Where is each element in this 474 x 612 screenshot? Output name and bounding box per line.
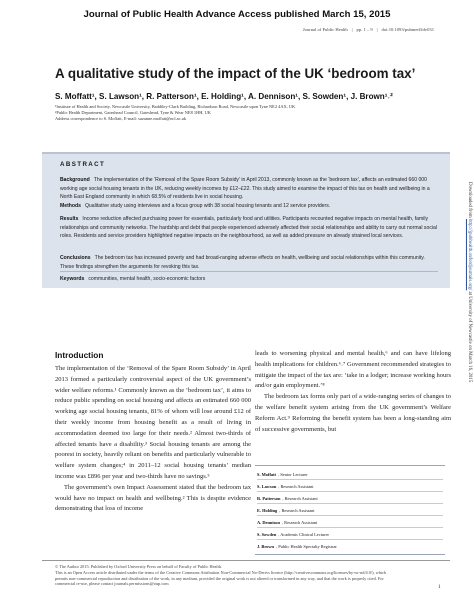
keywords-label: Keywords	[60, 276, 85, 282]
page-number: 1	[438, 584, 441, 590]
conclusions-label: Conclusions	[60, 255, 91, 261]
abstract-results	[60, 215, 438, 241]
doi[interactable]: doi:10.1093/pubmed/fdv031	[381, 27, 434, 32]
abstract-keywords	[60, 275, 438, 284]
contributor-roles-box	[255, 465, 445, 555]
affiliation-1: ¹Institute of Health and Society, Newcastle University, Baddiley-Clark Building, Richardson Road, Newcastle upon Tyne NE2 4AX, UK	[55, 104, 296, 109]
separator: |	[376, 27, 378, 32]
intro-paragraph-1: The implementation of the ‘Removal of the Spare Room Subsidy’ in April 2013 formed a particularly controversial aspect of the UK government’s wider welfare reforms.¹ Commonly known as the ‘bedroom tax’, it aims to reduce public spending on social housing and affects an estimated 660 000 working age social housing tenants, 81% of whom will lose around £12 of their weekly income from housing benefit as a result of living in accommodation deemed too large for their needs.² Almost two-thirds of affected tenants have a disability.³ Social housing tenants are among the poorest in society, heavily reliant on benefits and particularly vulnerable to welfare system changes;⁴ in 2011–12 social housing tenants’ median income was £896 per year and two-thirds have no savings.⁵	[55, 365, 251, 480]
affiliation-2: ²Public Health Department, Gateshead Council, Gateshead, Tyne & Wear NE8 1HH, UK	[55, 110, 211, 116]
page-range: pp. 1 – 9	[356, 27, 373, 32]
article-title: A qualitative study of the impact of the UK ‘bedroom tax’	[55, 66, 416, 81]
journal-name: Journal of Public Health	[302, 27, 348, 32]
footer-line: permits non-commercial reproduction and distribution of the work, in any medium, provided the original work is not altered or transformed in any way, and that the work is properly cited. For	[55, 575, 384, 581]
results-label: Results	[60, 216, 79, 222]
results-text: Income reduction affected purchasing power for essentials, particularly food and utilities. Participants recounted negative impacts on mental health, family relationships and community networks. The hardship and debt that people experienced adversely affected their social relationships and ability to carry out normal social roles. Residents and service providers highlighted negative impacts on the neighbourhood, as well as added pressure on already strained local services.	[60, 216, 437, 240]
intro-paragraph-3: The bedroom tax forms only part of a wide-ranging series of changes to the welfare benefit system arising from the UK government’s Welfare Reform Act.⁹ Reforming the benefit system has been a long-standing aim of successive governments, but	[255, 393, 451, 433]
author-list: S. Moffatt¹, S. Lawson¹, R. Patterson¹, E. Holding¹, A. Dennison¹, S. Sowden¹, J. Brown¹˒²	[55, 92, 393, 101]
body-column-right	[255, 349, 451, 435]
contributor-row: R. Patterson , Research Assistant	[257, 493, 443, 504]
contributor-row: S. Lawson , Research Assistant	[257, 481, 443, 492]
intro-paragraph-continued: leads to worsening physical and mental health,⁶ and can have lifelong health implications for children.⁶˒⁷ Government recommended strategies to mitigate the impact of the tax are: ‘take in a lodger; increase working hours and/or gain employment.’⁸	[255, 350, 451, 390]
affiliations	[55, 104, 445, 122]
publication-banner: Journal of Public Health Advance Access published March 15, 2015	[83, 9, 391, 20]
abstract-conclusions	[60, 254, 438, 271]
background-label: Background	[60, 177, 90, 183]
download-prefix: Downloaded from	[467, 182, 472, 219]
contributor-row: A. Dennison , Research Assistant	[257, 517, 443, 528]
contributor-row: E. Holding , Research Assistant	[257, 505, 443, 516]
section-heading-introduction: Introduction	[55, 350, 104, 360]
footer-divider	[42, 560, 450, 561]
methods-text: Qualitative study using interviews and a focus group with 38 social housing tenants and 12 service providers.	[84, 203, 331, 209]
abstract-heading: ABSTRACT	[60, 161, 106, 168]
body-column-left	[55, 364, 251, 515]
download-note	[462, 182, 472, 482]
separator: |	[351, 27, 353, 32]
footer-line: © The Author 2015. Published by Oxford University Press on behalf of Faculty of Public Health.	[55, 564, 223, 569]
abstract-background	[60, 176, 438, 202]
running-head	[303, 27, 434, 32]
conclusions-text: The bedroom tax has increased poverty and had broad-ranging adverse effects on health, wellbeing and social relationships within this community. These findings strengthen the arguments for revoking this tax.	[60, 255, 425, 270]
copyright-footer	[55, 564, 455, 587]
footer-line: commercial re-use, please contact journals.permissions@oup.com	[55, 581, 169, 587]
footer-line: This is an Open Access article distributed under the terms of the Creative Commons Attribution Non-Commercial No-Derivs licence (http://creativecommons.org/licenses/by-nc-nd/4.0/), which	[55, 569, 387, 575]
download-suffix: at University of Newcastle on March 16, 2015	[467, 290, 472, 383]
abstract-methods	[60, 202, 438, 211]
correspondence-address[interactable]: Address correspondence to S. Moffatt, E-mail: suzanne.moffatt@ncl.ac.uk	[55, 116, 187, 122]
abstract-box	[42, 152, 450, 288]
background-text: The implementation of the ‘Removal of the Spare Room Subsidy’ in April 2013, commonly known as the ‘bedroom tax’, affects an estimated 660 000 working age social housing tenants in the UK, reducing weekly incomes by £12–£22. This study aimed to examine the impact of this tax on health and wellbeing in a North East England community in which 68.5% of residents live in social housing.	[60, 177, 430, 201]
intro-paragraph-2: The government’s own Impact Assessment stated that the bedroom tax would have no impact on health and wellbeing.² This is despite evidence demonstrating that loss of income	[55, 483, 251, 513]
contributor-row: J. Brown , Public Health Specialty Registrar	[257, 544, 337, 549]
contributor-row: S. Moffatt , Senior Lecturer	[257, 469, 443, 480]
keywords-text: communities, mental health, socio-economic factors	[88, 276, 206, 282]
contributor-row: S. Sowden , Academic Clinical Lecturer	[257, 529, 443, 540]
methods-label: Methods	[60, 203, 81, 209]
abstract-divider	[60, 271, 438, 272]
download-link[interactable]: http://jpubhealth.oxfordjournals.org/	[467, 218, 472, 291]
